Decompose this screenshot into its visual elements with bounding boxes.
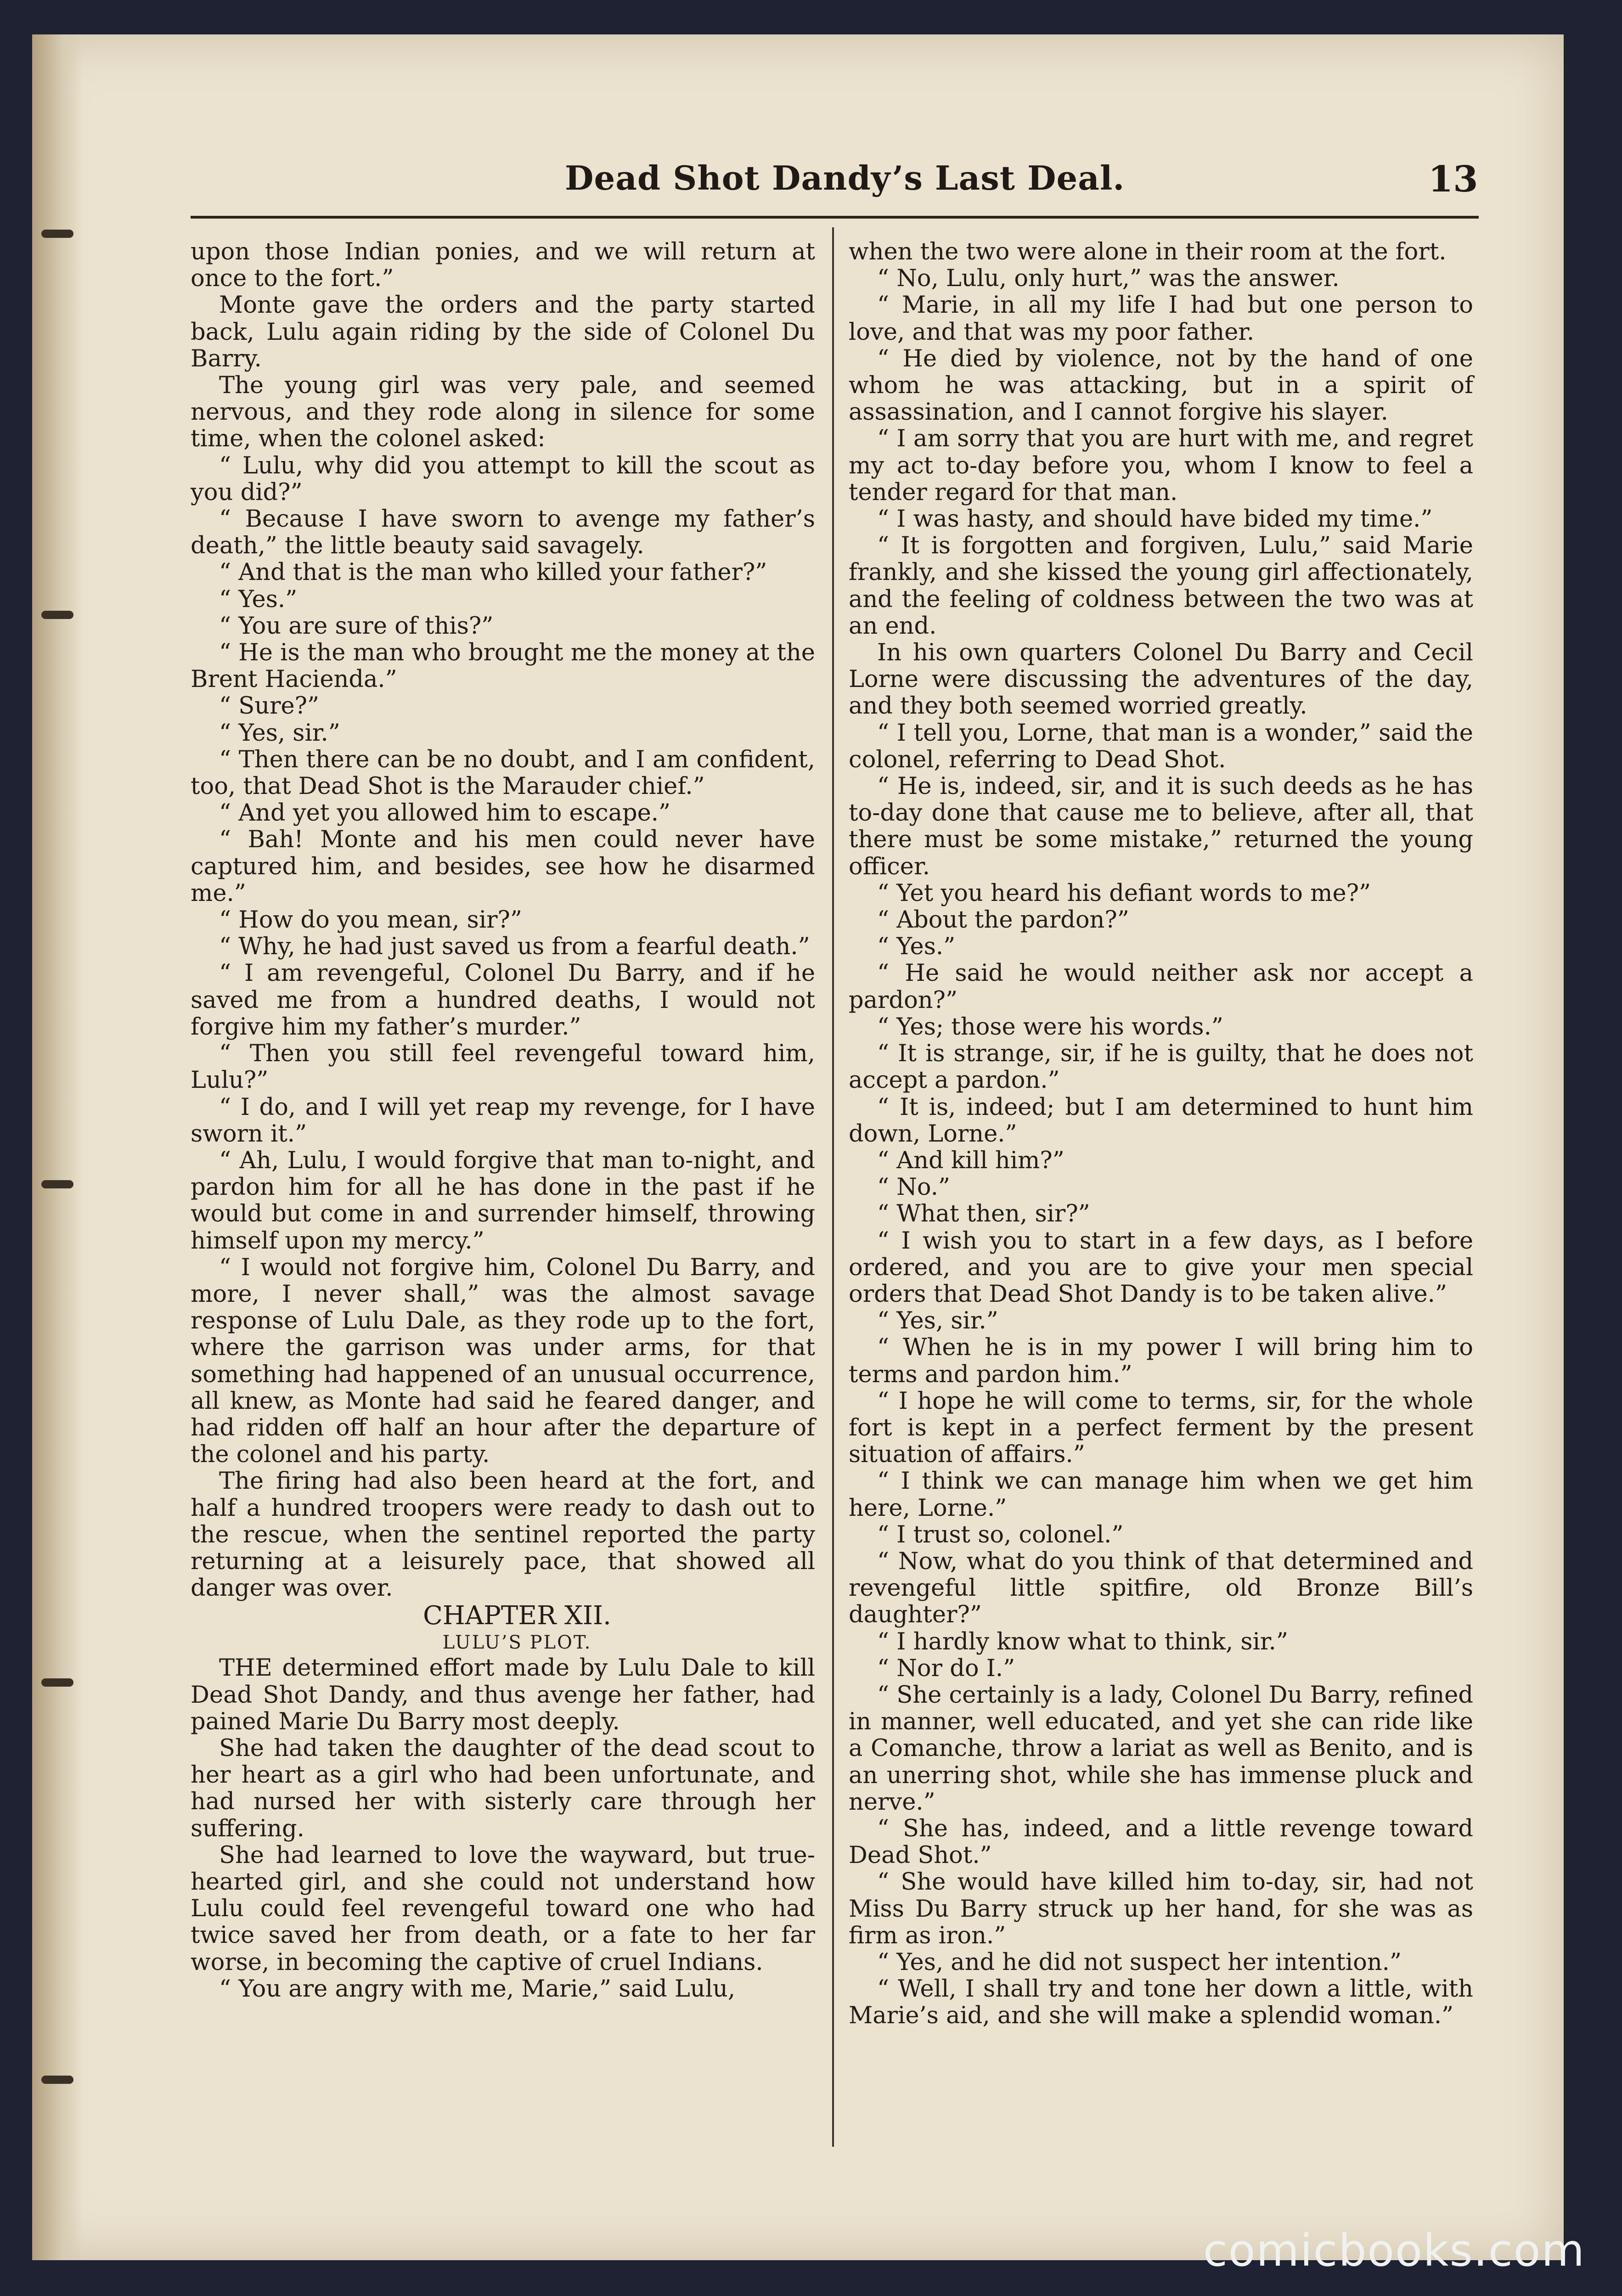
paragraph: “ You are angry with me, Marie,” said Lulu, xyxy=(219,1975,736,2003)
paragraph: “ He is the man who brought me the money at the Brent Hacienda.” xyxy=(191,639,815,693)
left-column xyxy=(191,239,815,2003)
paragraph: “ No, Lulu, only hurt,” was the answer. xyxy=(877,265,1340,293)
paragraph: She had taken the daughter of the dead scout to her heart as a girl who had been unfortunate, and had nursed her with sisterly care through her suffering. xyxy=(191,1734,815,1842)
binding-stitch xyxy=(41,230,73,238)
paragraph: “ I think we can manage him when we get him here, Lorne.” xyxy=(849,1468,1473,1522)
paragraph: “ I would not forgive him, Colonel Du Barry, and more, I never shall,” was the almost savage response of Lulu Dale, as they rode up to the fort, where the garrison was under arms, for that something had happened of an unusual occurrence, all knew, as Monte had said he feared danger, and had ridden off half an hour after the departure of the colonel and his party. xyxy=(191,1254,815,1469)
paragraph: “ Now, what do you think of that determined and revengeful little spitfire, old Bronze Bill’s daughter?” xyxy=(849,1548,1473,1629)
paragraph: “ I tell you, Lorne, that man is a wonder,” said the colonel, referring to Dead Shot. xyxy=(849,719,1473,773)
left-column-text-after-chapter xyxy=(191,1655,815,2003)
paragraph: “ He died by violence, not by the hand of one whom he was attacking, but in a spirit of assassination, and I cannot forgive his slayer. xyxy=(849,345,1473,426)
paragraph: “ It is, indeed; but I am determined to hunt him down, Lorne.” xyxy=(849,1093,1473,1148)
paragraph: “ I do, and I will yet reap my revenge, for I have sworn it.” xyxy=(191,1093,815,1148)
paragraph: “ No.” xyxy=(877,1174,951,1201)
paragraph: “ He said he would neither ask nor accept a pardon?” xyxy=(849,960,1473,1014)
running-head: Dead Shot Dandy’s Last Deal. xyxy=(565,158,1125,197)
paragraph: “ Yet you heard his defiant words to me?” xyxy=(877,879,1371,907)
paragraph: “ Yes, and he did not suspect her intention.” xyxy=(877,1949,1402,1976)
chapter-title: CHAPTER XII. xyxy=(423,1601,611,1631)
paragraph: “ Yes.” xyxy=(219,585,298,613)
paragraph: “ Nor do I.” xyxy=(877,1654,1015,1682)
right-column-text xyxy=(849,239,1473,2030)
column-divider xyxy=(832,227,834,2147)
paragraph: upon those Indian ponies, and we will return at once to the fort.” xyxy=(191,238,815,293)
paragraph: “ She has, indeed, and a little revenge toward Dead Shot.” xyxy=(849,1815,1473,1869)
paragraph: Monte gave the orders and the party started back, Lulu again riding by the side of Colonel Du Barry. xyxy=(191,292,815,372)
paragraph: “ About the pardon?” xyxy=(877,906,1129,934)
left-column-text-before-chapter xyxy=(191,239,815,1602)
binding-gutter xyxy=(32,34,83,2260)
paragraph: “ When he is in my power I will bring him to terms and pardon him.” xyxy=(849,1334,1473,1388)
paragraph: “ Yes, sir.” xyxy=(219,719,340,747)
paragraph: She had learned to love the wayward, but true-hearted girl, and she could not understand how Lulu could feel revengeful toward one who had twice saved her from death, or a fate to her far worse, in becoming the captive of cruel Indians. xyxy=(191,1841,815,1976)
paragraph: “ Because I have sworn to avenge my father’s death,” the little beauty said savagely. xyxy=(191,506,815,560)
paragraph: “ She certainly is a lady, Colonel Du Barry, refined in manner, well educated, and yet she can ride like a Comanche, throw a lariat as well as Benito, and is an unerring shot, while she has immense pluck and nerve.” xyxy=(849,1681,1473,1816)
paragraph: “ I wish you to start in a few days, as I before ordered, and you are to give your men special orders that Dead Shot Dandy is to be taken alive.” xyxy=(849,1227,1473,1308)
paragraph: “ Yes.” xyxy=(877,933,956,961)
paragraph: “ Then there can be no doubt, and I am confident, too, that Dead Shot is the Marauder chief.” xyxy=(191,746,815,800)
binding-stitch xyxy=(41,611,73,619)
paragraph: “ What then, sir?” xyxy=(877,1200,1090,1228)
right-column xyxy=(849,239,1473,2030)
paragraph: “ He is, indeed, sir, and it is such deeds as he has to-day done that cause me to believe, after all, that there must be some mistake,” returned the young officer. xyxy=(849,773,1473,880)
paragraph: “ You are sure of this?” xyxy=(219,612,494,640)
paragraph: “ I was hasty, and should have bided my time.” xyxy=(877,506,1433,533)
paragraph: “ It is forgotten and forgiven, Lulu,” said Marie frankly, and she kissed the young girl affectionately, and the feeling of coldness between the two was at an end. xyxy=(849,532,1473,640)
paragraph: “ How do you mean, sir?” xyxy=(219,906,522,934)
binding-stitch xyxy=(41,1180,73,1188)
header-rule xyxy=(191,216,1479,219)
paragraph: “ Lulu, why did you attempt to kill the scout as you did?” xyxy=(191,452,815,506)
paragraph: “ I hardly know what to think, sir.” xyxy=(877,1628,1288,1655)
paragraph: “ Well, I shall try and tone her down a little, with Marie’s aid, and she will make a splendid woman.” xyxy=(849,1975,1473,2030)
site-watermark: comicbooks.com xyxy=(1203,2225,1585,2276)
paragraph: “ It is strange, sir, if he is guilty, that he does not accept a pardon.” xyxy=(849,1040,1473,1094)
paragraph: “ Sure?” xyxy=(219,692,320,720)
page-number: 13 xyxy=(1428,158,1478,200)
paragraph: The young girl was very pale, and seemed nervous, and they rode along in silence for some time, when the colonel asked: xyxy=(191,372,815,453)
paragraph: “ Marie, in all my life I had but one person to love, and that was my poor father. xyxy=(849,292,1473,346)
paragraph: “ And yet you allowed him to escape.” xyxy=(219,799,671,827)
paragraph: THE determined effort made by Lulu Dale to kill Dead Shot Dandy, and thus avenge her father, had pained Marie Du Barry most deeply. xyxy=(191,1654,815,1735)
paragraph: “ I trust so, colonel.” xyxy=(877,1521,1124,1548)
paragraph: “ I am revengeful, Colonel Du Barry, and if he saved me from a hundred deaths, I would not forgive him my father’s murder.” xyxy=(191,960,815,1041)
paragraph: “ Yes, sir.” xyxy=(877,1307,998,1335)
paragraph: “ Then you still feel revengeful toward him, Lulu?” xyxy=(191,1040,815,1094)
paragraph: “ Ah, Lulu, I would forgive that man to-night, and pardon him for all he has done in the past if he would but come in and surrender himself, throwing himself upon my mercy.” xyxy=(191,1147,815,1255)
paragraph: “ Why, he had just saved us from a fearful death.” xyxy=(219,933,810,961)
paragraph: “ She would have killed him to-day, sir, had not Miss Du Barry struck up her hand, for she was as firm as iron.” xyxy=(849,1868,1473,1949)
paragraph: In his own quarters Colonel Du Barry and Cecil Lorne were discussing the adventures of the day, and they both seemed worried greatly. xyxy=(849,639,1473,720)
binding-stitch xyxy=(41,2076,73,2084)
paragraph: “ I am sorry that you are hurt with me, and regret my act to-day before you, whom I know to feel a tender regard for that man. xyxy=(849,425,1473,506)
paragraph: “ Yes; those were his words.” xyxy=(877,1013,1223,1041)
chapter-subtitle: LULU’S PLOT. xyxy=(442,1632,592,1654)
paragraph: when the two were alone in their room at the fort. xyxy=(849,238,1447,265)
binding-stitch xyxy=(41,1678,73,1687)
paragraph: “ Bah! Monte and his men could never have captured him, and besides, see how he disarmed me.” xyxy=(191,826,815,907)
paragraph: “ I hope he will come to terms, sir, for the whole fort is kept in a perfect ferment by the present situation of affairs.” xyxy=(849,1387,1473,1469)
paragraph: “ And that is the man who killed your father?” xyxy=(219,559,767,586)
paragraph: The firing had also been heard at the fort, and half a hundred troopers were ready to dash out to the rescue, when the sentinel reported the party returning at a leisurely pace, that showed all danger was over. xyxy=(191,1468,815,1602)
paragraph: “ And kill him?” xyxy=(877,1147,1064,1174)
